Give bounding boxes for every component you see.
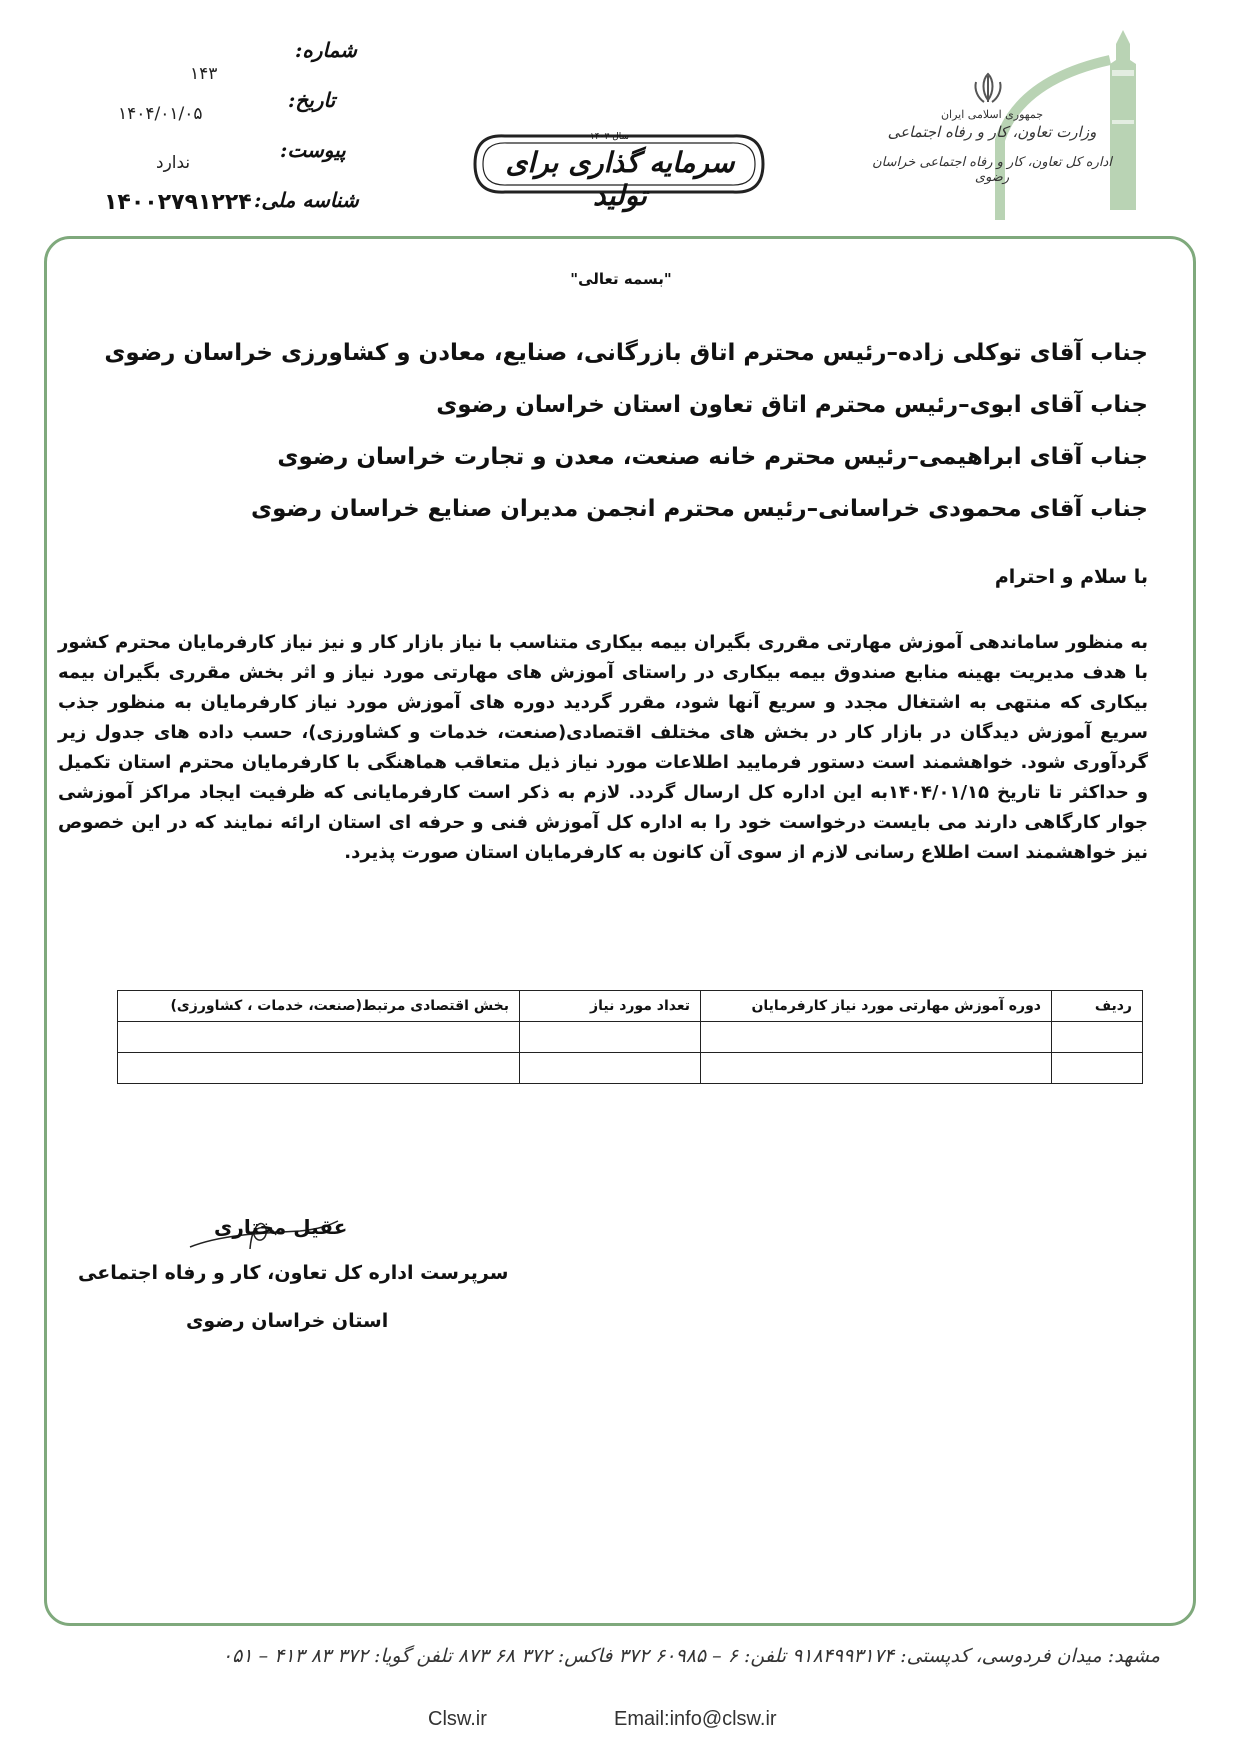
table-cell[interactable] [1052,1022,1143,1053]
slogan-text: سرمایه گذاری برای تولید [505,146,735,212]
table-header-row [118,991,1143,1022]
table-cell[interactable] [118,1053,520,1084]
organization-header [872,70,1112,185]
date-value: ۱۴۰۴/۰۱/۰۵ [118,104,203,124]
signatory-name: عقیل مختاری [214,1215,348,1239]
addressee-4: جناب آقای محمودی خراسانی–رئیس محترم انجمن مدیران صنایع خراسان رضوی [251,496,1148,522]
footer-website[interactable]: Clsw.ir [428,1708,487,1730]
footer-email[interactable]: Email:info@clsw.ir [614,1708,777,1730]
table-row [118,1022,1143,1053]
attachment-value: ندارد [156,153,191,173]
number-value: ۱۴۳ [190,64,218,84]
addressee-3: جناب آقای ابراهیمی–رئیس محترم خانه صنعت، معدن و تجارت خراسان رضوی [277,444,1148,470]
number-label: شماره: [295,38,357,62]
signatory-title: سرپرست اداره کل تعاون، کار و رفاه اجتماعی [78,1262,509,1284]
addressee-1: جناب آقای توکلی زاده–رئیس محترم اتاق بازرگانی، صنایع، معادن و کشاورزی خراسان رضوی [104,340,1148,366]
greeting: با سلام و احترام [994,566,1148,588]
table-cell[interactable] [520,1053,701,1084]
col-header-count: تعداد مورد نیاز [520,991,701,1022]
attachment-label: پیوست: [280,138,346,162]
addressee-2: جناب آقای ابوی–رئیس محترم اتاق تعاون استان خراسان رضوی [436,392,1148,418]
org-line-3: اداره کل تعاون، کار و رفاه اجتماعی خراسان رضوی [872,155,1112,185]
signatory-province: استان خراسان رضوی [186,1310,389,1332]
table-row [118,1053,1143,1084]
table-cell[interactable] [520,1022,701,1053]
footer-address: مشهد: میدان فردوسی، کدپستی: ۹۱۸۴۹۹۳۱۷۴ تلفن: ۶ – ۶۰۹۸۵ ۳۷۲ فاکس: ۳۷۲ ۶۸ ۸۷۳ تلفن گویا: ۳۷۲ ۸۳ ۴۱۳ – ۰۵۱ [221,1645,1160,1667]
table-cell[interactable] [701,1053,1052,1084]
col-header-sector: بخش اقتصادی مرتبط(صنعت، خدمات ، کشاورزی) [118,991,520,1022]
col-header-row-number: ردیف [1052,991,1143,1022]
requirements-table [117,990,1143,1084]
table-cell[interactable] [701,1022,1052,1053]
slogan-year: سال ۱۴۰۳ [590,132,630,142]
bismillah: "بسمه تعالی" [570,270,672,288]
col-header-course: دوره آموزش مهارتی مورد نیاز کارفرمایان [701,991,1052,1022]
org-line-2: وزارت تعاون، کار و رفاه اجتماعی [887,123,1097,141]
org-line-1: جمهوری اسلامی ایران [940,108,1044,121]
date-label: تاریخ: [288,88,336,112]
table-cell[interactable] [1052,1053,1143,1084]
national-id-label: شناسه ملی: [254,188,359,212]
letter-body: به منظور ساماندهی آموزش مهارتی مقرری بگیران بیمه بیکاری متناسب با نیاز بازار کار و نیز نیاز کارفرمایان محترم کشور با هدف مدیریت بهینه منابع صندوق بیمه بیکاری در راستای آموزش های مهارتی مورد نیاز و اثر بخش مقرری بگیران بیمه بیکاری که منتهی به اشتغال مجدد و سریع آنها شود، مقرر گردید دوره های آموزش مورد نیاز کارفرمایان به منظور جذب سریع آموزش دیدگان در بازار کار در بخش های مختلف اقتصادی(صنعت، خدمات و کشاورزی)، حسب داده های جدول زیر گردآوری شود. خواهشمند است دستور فرمایید اطلاعات مورد نیاز ذیل متعاقب هماهنگی با کارفرمایان محترم استان تکمیل و حداکثر تا تاریخ ۱۴۰۴/۰۱/۱۵به این اداره کل ارسال گردد. لازم به ذکر است کارفرمایانی که ظرفیت ایجاد مراکز آموزشی جوار کارگاهی دارند می بایست درخواست خود را به اداره کل آموزش فنی و حرفه ای استان ارائه نمایند که در این خصوص نیز خواهشمند است اطلاع رسانی لازم از سوی آن کانون به کارفرمایان استان صورت پذیرد. [58,632,1149,863]
table-cell[interactable] [118,1022,520,1053]
national-id-value: ۱۴۰۰۲۷۹۱۲۲۴ [104,190,252,215]
